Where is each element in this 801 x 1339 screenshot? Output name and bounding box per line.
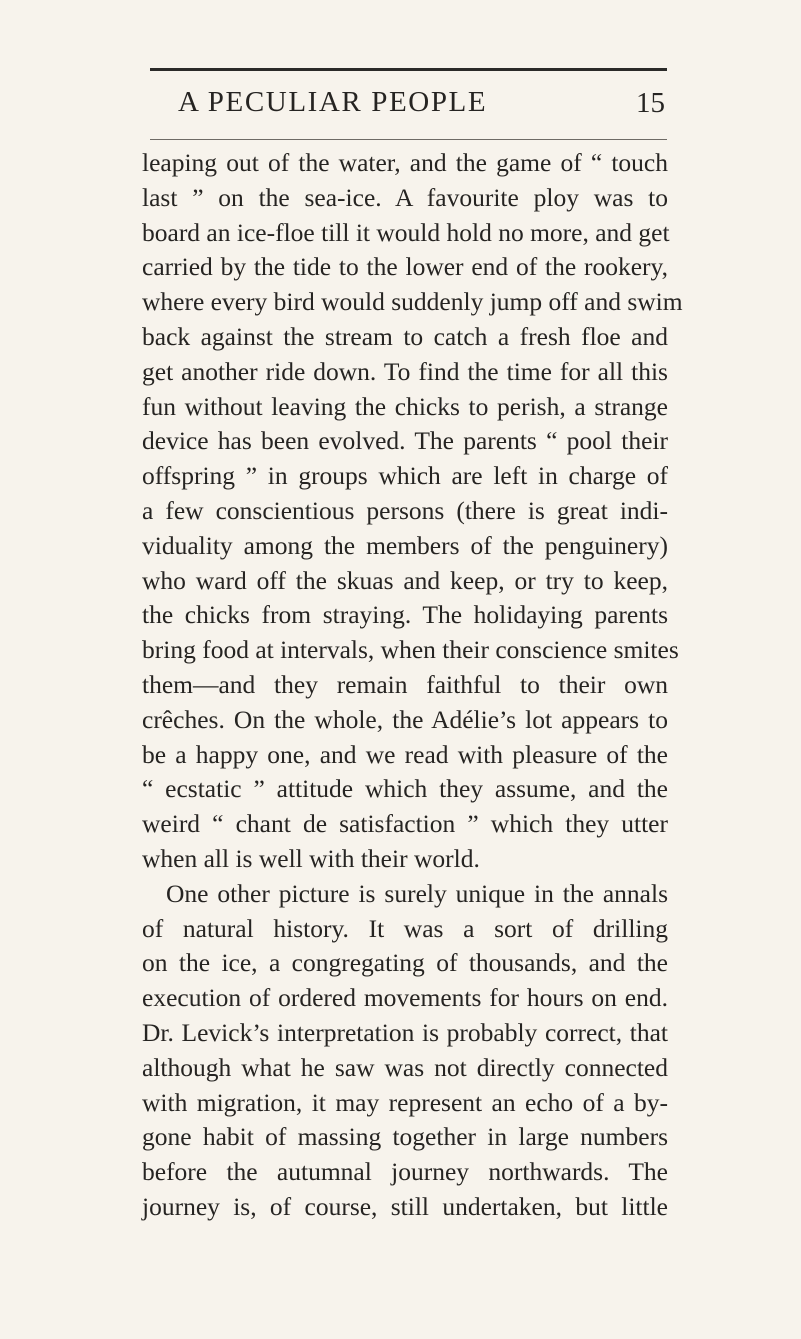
text-line: journey is, of course, still undertaken, but little bbox=[142, 1191, 668, 1221]
text-line: weird “ chant de satisfaction ” which they utter bbox=[142, 809, 668, 839]
header-top-rule bbox=[150, 68, 667, 71]
text-line: leaping out of the water, and the game of “ touch bbox=[142, 148, 668, 177]
text-line: gone habit of massing together in large numbers bbox=[142, 1122, 668, 1152]
text-line: One other picture is surely unique in the annals bbox=[166, 878, 668, 908]
text-line: a few conscientious persons (there is great indi- bbox=[142, 495, 668, 525]
text-line: who ward off the skuas and keep, or try to keep, bbox=[142, 565, 668, 595]
text-line: be a happy one, and we read with pleasure of the bbox=[142, 739, 668, 769]
header-bottom-rule bbox=[150, 139, 667, 140]
text-line: get another ride down. To find the time for all this bbox=[142, 356, 668, 386]
text-line: device has been evolved. The parents “ pool their bbox=[142, 426, 668, 456]
text-line: execution of ordered movements for hours on end. bbox=[142, 983, 668, 1013]
text-line: the chicks from straying. The holidaying parents bbox=[142, 600, 668, 630]
text-line: when all is well with their world. bbox=[142, 843, 480, 873]
text-line: them—and they remain faithful to their own bbox=[142, 669, 668, 699]
body-text bbox=[142, 146, 683, 1225]
paragraph bbox=[142, 877, 668, 1225]
text-line: “ ecstatic ” attitude which they assume, and the bbox=[142, 774, 668, 804]
text-line: before the autumnal journey northwards. The bbox=[142, 1157, 668, 1187]
text-line: on the ice, a congregating of thousands, and the bbox=[142, 948, 668, 978]
text-line: with migration, it may represent an echo of a by- bbox=[142, 1087, 668, 1117]
running-header bbox=[150, 86, 667, 126]
text-line: last ” on the sea-ice. A favourite ploy was to bbox=[142, 182, 668, 212]
text-line: board an ice-floe till it would hold no more, and get bbox=[142, 217, 670, 247]
running-head-title: A PECULIAR PEOPLE bbox=[178, 86, 488, 118]
text-line: of natural history. It was a sort of drilling bbox=[142, 913, 668, 943]
text-line: viduality among the members of the penguinery) bbox=[142, 530, 668, 560]
text-line: carried by the tide to the lower end of the rookery, bbox=[142, 252, 668, 282]
paragraph bbox=[142, 146, 683, 877]
text-line: offspring ” in groups which are left in charge of bbox=[142, 461, 668, 491]
text-line: bring food at intervals, when their conscience smites bbox=[142, 635, 679, 665]
text-line: where every bird would suddenly jump off and swim bbox=[142, 287, 683, 317]
page-number: 15 bbox=[636, 87, 665, 119]
text-line: Dr. Levick’s interpretation is probably correct, that bbox=[142, 1017, 668, 1047]
text-line: although what he saw was not directly connected bbox=[142, 1052, 668, 1082]
text-line: fun without leaving the chicks to perish, a strange bbox=[142, 391, 668, 421]
text-line: back against the stream to catch a fresh floe and bbox=[142, 321, 668, 351]
text-line: crêches. On the whole, the Adélie’s lot appears to bbox=[142, 704, 668, 734]
